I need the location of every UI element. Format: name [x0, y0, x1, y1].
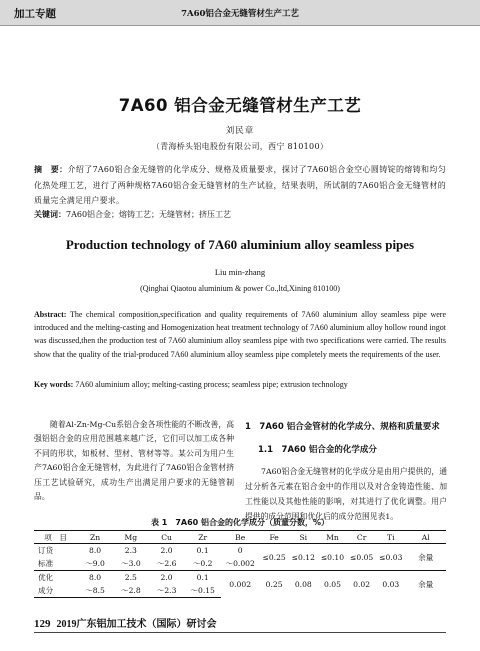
table-cell: ～0.2 [192, 559, 213, 568]
table-header-cell: Zn [77, 531, 113, 544]
table-header-cell: 项 目 [34, 531, 77, 544]
affiliation-cn: （青海桥头铝电股份有限公司，西宁 810100） [151, 142, 329, 151]
footer-rule [34, 632, 446, 633]
row-label: 成分 [34, 584, 77, 598]
table-cell: ～2.3 [149, 584, 185, 598]
abstract-cn-text: 介绍了7A60铝合金无缝管的化学成分、规格及质量要求，探讨了7A60铝合金空心圆铸锭的熔铸和均匀化热处理工艺，进行了两种规格7A60铝合金无缝管材的生产试验，结果表明，所试制的7A60铝合金无缝管材的质量完全满足用户要求。 [34, 165, 446, 205]
table-cell: 0.25 [260, 571, 289, 598]
table-row-optimized-top [34, 571, 446, 585]
table-cell: 0.05 [318, 571, 347, 598]
intro-paragraph: 随着Al-Zn-Mg-Cu系铝合金各项性能的不断改善，高强铝铝合金的应用范围越来越广泛，它们可以加工成各种不同的形状，如板材、型材、管材等等。某公司为用户生产7A60铝合金无缝管材，为此进行了7A60铝合金管材挤压工艺试验研究，成功生产出满足用户要求的无缝管制品。 [34, 420, 234, 502]
table-cell: 8.0 [89, 546, 102, 555]
table-cell: ≤0.10 [320, 552, 345, 562]
table-cell: 余量 [405, 571, 446, 598]
table-cell: ≤0.03 [379, 552, 403, 562]
table-header-cell: Fe [260, 531, 289, 544]
table-cell: ～0.15 [184, 584, 220, 598]
abstract-cn-label: 摘 要： [34, 165, 68, 174]
section-1-heading: 1 7A60 铝合金管材的化学成分、规格和质量要求 [245, 422, 440, 432]
affiliation-en: (Qinghai Qiaotou aluminium & power Co.,ltd,Xining 810100) [140, 284, 340, 293]
table-cell: ～2.6 [156, 559, 177, 568]
keywords-cn-text: 7A60铝合金；熔铸工艺；无缝管材；挤压工艺 [66, 210, 232, 219]
section-1-1-paragraph: 7A60铝合金无缝管材的化学成分是由用户提供的，通过分析各元素在铝合金中的作用以及对合金铸造性能、加工性能以及其他性能的影响，对其进行了优化调整。用户提供的成分范围和优化后的成分范围见表1。 [245, 467, 447, 521]
table-cell: 2.0 [149, 571, 185, 585]
abstract-cn [34, 162, 446, 209]
table-cell: 2.3 [124, 546, 137, 555]
table-cell: 0.1 [196, 546, 209, 555]
table-header-cell: Cr [347, 531, 376, 544]
keywords-en-text: 7A60 aluminium alloy; melting-casting process; seamless pipe; extrusion technology [75, 380, 348, 389]
abstract-en [34, 308, 446, 361]
table-cell: 2.0 [160, 546, 173, 555]
row-label: 标准 [38, 559, 54, 568]
table-cell: ≤0.25 [262, 552, 286, 562]
table-header-row [34, 531, 446, 544]
table-cell: 0.03 [376, 571, 405, 598]
conference-name: 2019广东铝加工技术（国际）研讨会 [56, 619, 217, 630]
table-row-standard-top [34, 544, 446, 558]
keywords-cn [34, 209, 446, 220]
table-cell: ～2.8 [113, 584, 149, 598]
paper-title-cn: 7A60 铝合金无缝管材生产工艺 [118, 96, 362, 115]
table-cell: ～3.0 [120, 559, 141, 568]
table-cell: 余量 [418, 552, 434, 562]
author-en: Liu min-zhang [214, 267, 266, 277]
table-cell: 2.5 [113, 571, 149, 585]
table-cell: 0.02 [347, 571, 376, 598]
table-cell: 8.0 [77, 571, 113, 585]
table-header-cell: Be [221, 531, 260, 544]
keywords-cn-label: 关键词： [34, 210, 66, 219]
table-cell: 0.1 [184, 571, 220, 585]
page-number: 129 [34, 618, 51, 630]
author-cn: 刘民章 [225, 126, 255, 136]
table-header-cell: Al [405, 531, 446, 544]
table-cell: ～9.0 [85, 559, 105, 568]
table-cell: 0 [237, 546, 243, 555]
header-running-title: 7A60铝合金无缝管材生产工艺 [181, 9, 299, 19]
table-cell: 0.002 [221, 571, 260, 598]
abstract-en-label: Abstract: [34, 310, 67, 319]
table-cell: 0.08 [289, 571, 318, 598]
keywords-en [34, 380, 446, 389]
table-header-cell: Mg [113, 531, 149, 544]
table-header-cell: Ti [376, 531, 405, 544]
table-cell: ～0.002 [225, 559, 255, 568]
table-header-cell: Zr [184, 531, 220, 544]
table-cell: ～8.5 [77, 584, 113, 598]
table-1-caption: 表 1 7A60 铝合金的化学成分（质量分数，%） [150, 518, 330, 527]
paper-title-en: Production technology of 7A60 aluminium alloy seamless pipes [65, 237, 415, 252]
abstract-en-text: The chemical composition,specification and quality requirements of 7A60 aluminium alloy seamless pipe were introduced and the melting-casting and Homogenization heat treatment technology of 7A60 aluminium alloy hollow round ingot was discussed,then the production test of 7A60 aluminium alloy seamless pipe with two specifications were carried. The results show that the quality of the trial-produced 7A60 aluminium alloy seamless pipe completely meets the requirements of the user. [34, 310, 446, 359]
header-section-label: 加工专题 [14, 8, 56, 20]
composition-table [34, 530, 446, 598]
table-cell: ≤0.12 [291, 552, 315, 562]
section-1-1-heading: 1.1 7A60 铝合金的化学成分 [258, 445, 377, 455]
section-1-1-body [245, 464, 447, 524]
table-cell: ≤0.05 [349, 552, 374, 562]
table-header-cell: Si [289, 531, 318, 544]
intro-column [34, 418, 234, 504]
keywords-en-label: Key words: [34, 380, 74, 389]
row-label: 订货 [38, 546, 54, 555]
row-label: 优化 [34, 571, 77, 585]
table-header-cell: Mn [318, 531, 347, 544]
table-header-cell: Cu [149, 531, 185, 544]
page-footer [34, 615, 217, 630]
